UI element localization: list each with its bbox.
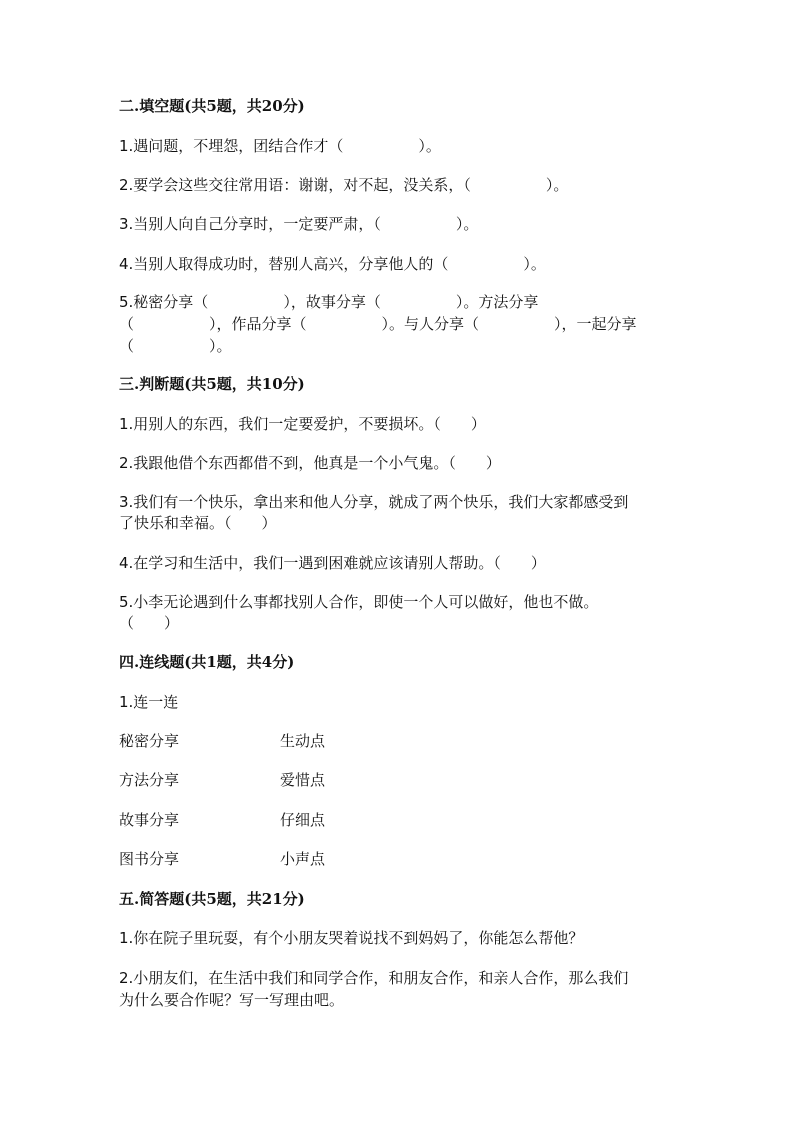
match-right-item[interactable]: 爱惜点: [280, 771, 326, 789]
short-question-2-line-1: 2.小朋友们，在生活中我们和同学合作，和朋友合作，和亲人合作，那么我们: [119, 969, 629, 987]
match-left-item[interactable]: 方法分享: [119, 771, 180, 789]
match-question-1: 1.连一连: [119, 693, 179, 711]
fill-question-4: 4.当别人取得成功时，替别人高兴，分享他人的（ ）。: [119, 255, 546, 273]
fill-question-3: 3.当别人向自己分享时，一定要严肃，（ ）。: [119, 215, 479, 233]
match-right-item[interactable]: 小声点: [280, 850, 326, 868]
judge-question-4: 4.在学习和生活中，我们一遇到困难就应该请别人帮助。（ ）: [119, 554, 546, 572]
match-right-item[interactable]: 生动点: [280, 732, 326, 750]
judge-section-heading: 三.判断题(共5题，共10分): [119, 375, 305, 393]
fill-question-1: 1.遇问题，不埋怨，团结合作才（ ）。: [119, 137, 441, 155]
fill-question-5-line-1: 5.秘密分享（ ），故事分享（ ）。方法分享: [119, 293, 539, 311]
judge-question-1: 1.用别人的东西，我们一定要爱护，不要损坏。（ ）: [119, 415, 486, 433]
judge-question-3-line-1: 3.我们有一个快乐，拿出来和他人分享，就成了两个快乐，我们大家都感受到: [119, 493, 629, 511]
match-left-item[interactable]: 图书分享: [119, 850, 180, 868]
fill-question-5-line-2: （ ），作品分享（ ）。与人分享（ ），一起分享: [119, 315, 637, 333]
match-right-item[interactable]: 仔细点: [280, 811, 326, 829]
match-section-heading: 四.连线题(共1题，共4分): [119, 653, 295, 671]
short-question-1: 1.你在院子里玩耍，有个小朋友哭着说找不到妈妈了，你能怎么帮他？: [119, 929, 584, 947]
fill-question-5-line-3: （ ）。: [119, 337, 232, 355]
judge-question-5-line-1: 5.小李无论遇到什么事都找别人合作，即使一个人可以做好，他也不做。: [119, 593, 599, 611]
fill-question-2: 2.要学会这些交往常用语：谢谢，对不起，没关系，（ ）。: [119, 176, 569, 194]
judge-question-5-line-2: （ ）: [119, 614, 180, 632]
fill-section-heading: 二.填空题(共5题，共20分): [119, 97, 305, 115]
judge-question-2: 2.我跟他借个东西都借不到，他真是一个小气鬼。（ ）: [119, 454, 501, 472]
short-question-2-line-2: 为什么要合作呢？写一写理由吧。: [119, 991, 345, 1009]
judge-question-3-line-2: 了快乐和幸福。（ ）: [119, 514, 277, 532]
short-section-heading: 五.简答题(共5题，共21分): [119, 890, 305, 908]
match-left-item[interactable]: 故事分享: [119, 811, 180, 829]
match-left-item[interactable]: 秘密分享: [119, 732, 180, 750]
